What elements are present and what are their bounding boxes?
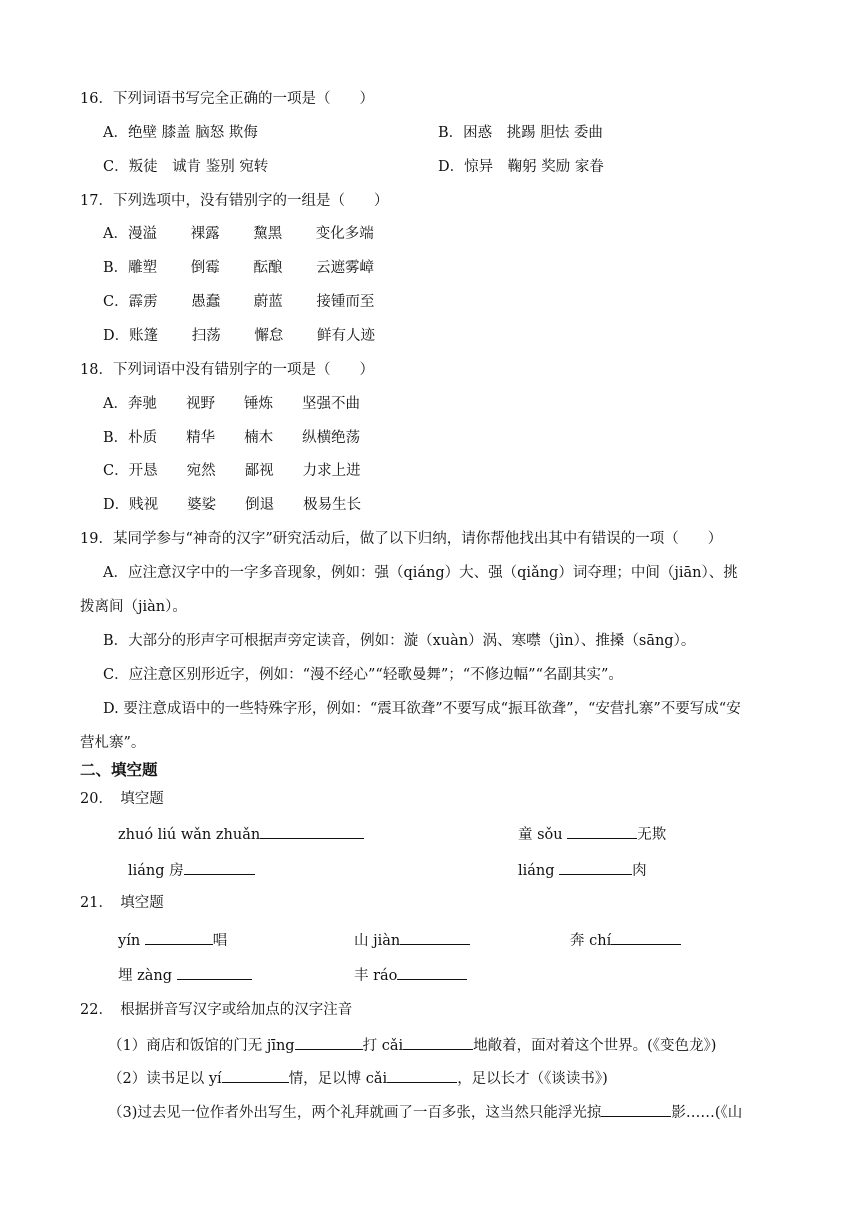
q19-option-a-line2: 拨离间（jiàn）。 (80, 599, 187, 615)
q21-item-1: yín 唱 (118, 929, 227, 951)
q22-sentence-3: （3)过去见一位作者外出写生，两个礼拜就画了一百多张，这当然只能浮光掠 影……(《山 (108, 1101, 742, 1123)
section-heading: 二、填空题 (80, 761, 158, 779)
q21-item-5: 丰 ráo (354, 964, 467, 986)
q16-option-a: A．绝壁 膝盖 脑怒 欺侮 (103, 125, 258, 141)
q22-stem: 22． 根据拼音写汉字或给加点的汉字注音 (80, 1002, 353, 1018)
q19-option-d-line1: D. 要注意成语中的一些特殊字形，例如：“震耳欲聋”不要写成“振耳欲聋”，“安营扎寨”不要写成“安 (103, 701, 741, 717)
q19-stem: 19．某同学参与“神奇的汉字”研究活动后，做了以下归纳，请你帮他找出其中有错误的一项（ ） (80, 531, 723, 547)
q16-stem: 16．下列词语书写完全正确的一项是（ ） (80, 91, 374, 107)
q19-option-d-line2: 营札寨”。 (80, 735, 146, 751)
q21-blank-4[interactable] (177, 964, 252, 980)
q22-blank-2[interactable] (403, 1034, 473, 1050)
q17-option-a: A．漫溢 裸露 黧黑 变化多端 (103, 226, 374, 242)
q19-option-b: B．大部分的形声字可根据声旁定读音，例如：漩（xuàn）涡、寒噤（jìn）、推搡（sāng）。 (103, 633, 696, 649)
q21-blank-5[interactable] (397, 964, 467, 980)
q20-stem: 20． 填空题 (80, 791, 164, 807)
q22-sentence-2: （2）读书足以 yí 情，足以博 cǎi ，足以长才（《谈读书》) (108, 1067, 608, 1089)
q18-option-d: D．贱视 婆娑 倒退 极易生长 (103, 497, 362, 513)
q16-option-b: B．困惑 挑踢 胆怯 委曲 (438, 125, 603, 141)
q20-item-1: zhuó liú wǎn zhuǎn (118, 823, 364, 845)
q20-blank-2[interactable] (567, 823, 637, 839)
q21-item-2: 山 jiàn (354, 929, 470, 951)
q17-option-d: D．账篷 扫荡 懈怠 鲜有人迹 (103, 328, 375, 344)
q22-sentence-1: （1）商店和饭馆的门无 jīng 打 cǎi 地敞着，面对着这个世界。(《变色龙》) (108, 1034, 716, 1056)
q21-blank-1[interactable] (145, 929, 213, 945)
q20-blank-1[interactable] (260, 823, 364, 839)
q22-blank-5[interactable] (601, 1101, 671, 1117)
q22-blank-3[interactable] (222, 1067, 289, 1083)
q19-option-a-line1: A．应注意汉字中的一字多音现象，例如：强（qiáng）大、强（qiǎng）词夺理；中间（jiān）、挑 (103, 565, 738, 581)
q21-blank-3[interactable] (611, 929, 681, 945)
q20-item-3: liáng 房 (128, 859, 255, 881)
q16-option-d: D．惊异 鞠躬 奖励 家眷 (438, 159, 604, 175)
q21-item-3: 奔 chí (570, 929, 681, 951)
q18-stem: 18．下列词语中没有错别字的一项是（ ） (80, 362, 374, 378)
q20-item-2: 童 sǒu 无欺 (518, 823, 666, 845)
q19-option-c: C．应注意区别形近字，例如：“漫不经心”“轻歌曼舞”；“不修边幅”“名副其实”。 (103, 667, 623, 683)
q18-option-a: A．奔驰 视野 锤炼 坚强不曲 (103, 396, 360, 412)
q20-blank-4[interactable] (559, 859, 632, 875)
q21-blank-2[interactable] (400, 929, 470, 945)
q16-option-c: C．叛徒 诚肯 鉴别 宛转 (103, 159, 269, 175)
q21-item-4: 埋 zàng (118, 964, 252, 986)
q22-blank-4[interactable] (387, 1067, 457, 1083)
q22-blank-1[interactable] (295, 1034, 363, 1050)
q18-option-c: C．开恳 宛然 鄙视 力求上进 (103, 463, 361, 479)
q17-option-b: B．雕塑 倒霉 酝酿 云遮雾嶂 (103, 260, 374, 276)
q21-stem: 21． 填空题 (80, 895, 164, 911)
q17-option-c: C．霹雳 愚蠢 蔚蓝 接锺而至 (103, 294, 375, 310)
q17-stem: 17．下列选项中，没有错别字的一组是（ ） (80, 193, 389, 209)
q20-blank-3[interactable] (184, 859, 255, 875)
q20-item-4: liáng 肉 (518, 859, 647, 881)
q18-option-b: B．朴质 精华 楠木 纵横绝荡 (103, 430, 361, 446)
